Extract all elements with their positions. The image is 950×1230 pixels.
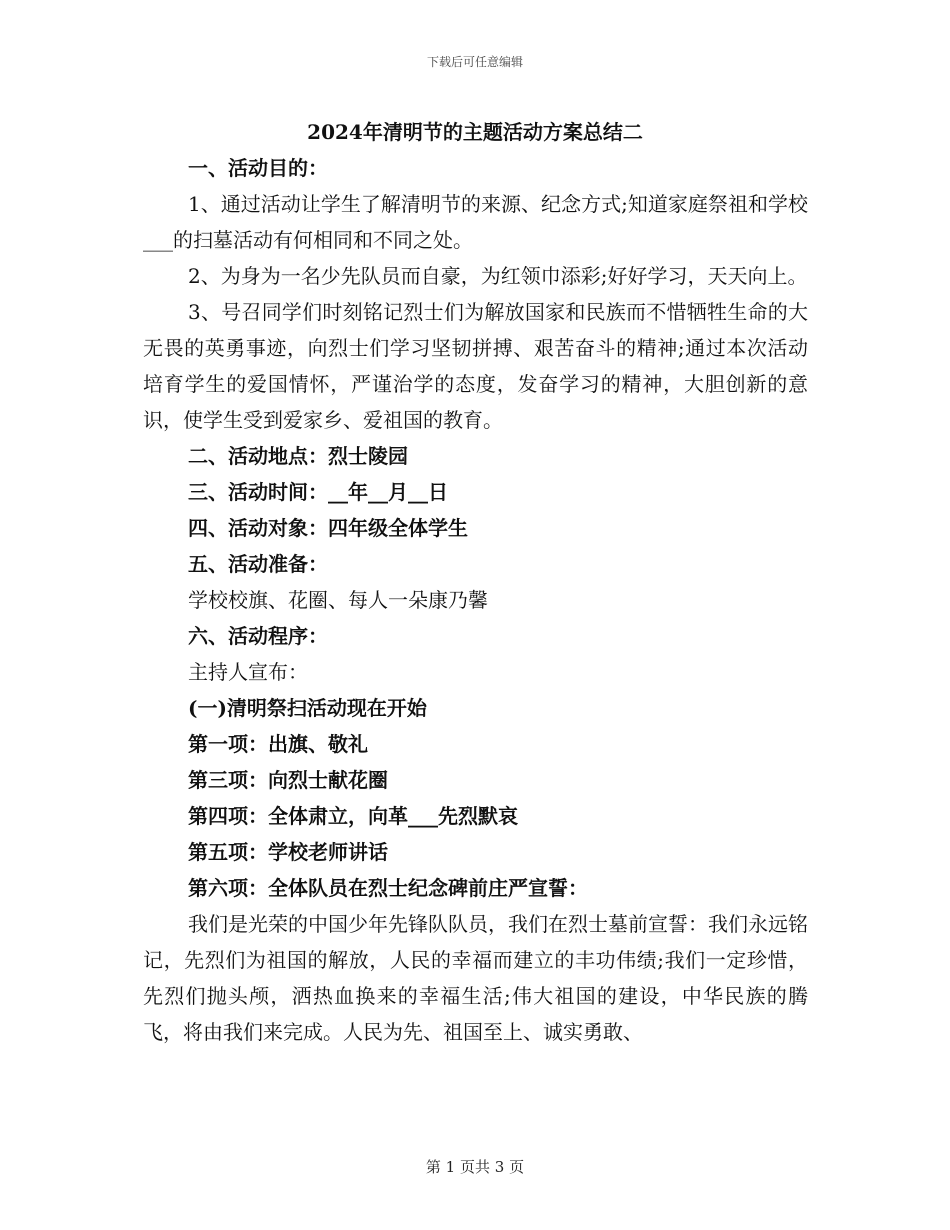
section-1-heading: 一、活动目的： bbox=[188, 156, 328, 180]
paragraph-3: 3、号召同学们时刻铭记烈士们为解放国家和民族而不惜牺牲生命的大无畏的英勇事迹，向烈士们学习坚韧拼搏、艰苦奋斗的精神;通过本次活动培育学生的爱国情怀，严谨治学的态度，发奋学习的精神，大胆创新的意识，使学生受到爱家乡、爱祖国的教育。 bbox=[143, 300, 808, 432]
program-start: (一)清明祭扫活动现在开始 bbox=[188, 696, 427, 720]
paragraph-2: 2、为身为一名少先队员而自豪，为红领巾添彩;好好学习，天天向上。 bbox=[188, 264, 808, 288]
program-item-3: 第三项：向烈士献花圈 bbox=[188, 768, 388, 792]
program-item-6: 第六项：全体队员在烈士纪念碑前庄严宣誓： bbox=[188, 876, 588, 900]
section-5-heading: 五、活动准备： bbox=[188, 552, 328, 576]
section-2-heading: 二、活动地点：烈士陵园 bbox=[188, 444, 408, 468]
document-title: 2024年清明节的主题活动方案总结二 bbox=[307, 120, 643, 144]
section-6-heading: 六、活动程序： bbox=[188, 624, 328, 648]
document-body bbox=[143, 150, 808, 1050]
section-3-heading: 三、活动时间：__年__月__日 bbox=[188, 480, 448, 504]
program-item-5: 第五项：学校老师讲话 bbox=[188, 840, 388, 864]
oath-paragraph: 我们是光荣的中国少年先锋队队员，我们在烈士墓前宣誓：我们永远铭记，先烈们为祖国的解放，人民的幸福而建立的丰功伟绩;我们一定珍惜，先烈们抛头颅，洒热血换来的幸福生活;伟大祖国的建设，中华民族的腾飞，将由我们来完成。人民为先、祖国至上、诚实勇敢、 bbox=[143, 912, 808, 1044]
paragraph-1: 1、通过活动让学生了解清明节的来源、纪念方式;知道家庭祭祖和学校___的扫墓活动有何相同和不同之处。 bbox=[143, 192, 808, 252]
page-footer: 第 1 页共 3 页 bbox=[425, 1158, 525, 1176]
program-item-1: 第一项：出旗、敬礼 bbox=[188, 732, 368, 756]
host-announcement: 主持人宣布： bbox=[188, 660, 308, 684]
program-item-4: 第四项：全体肃立，向革___先烈默哀 bbox=[188, 804, 518, 828]
section-4-heading: 四、活动对象：四年级全体学生 bbox=[188, 516, 468, 540]
section-5-text: 学校校旗、花圈、每人一朵康乃馨 bbox=[188, 588, 488, 612]
page-header: 下载后可任意编辑 bbox=[426, 55, 523, 69]
